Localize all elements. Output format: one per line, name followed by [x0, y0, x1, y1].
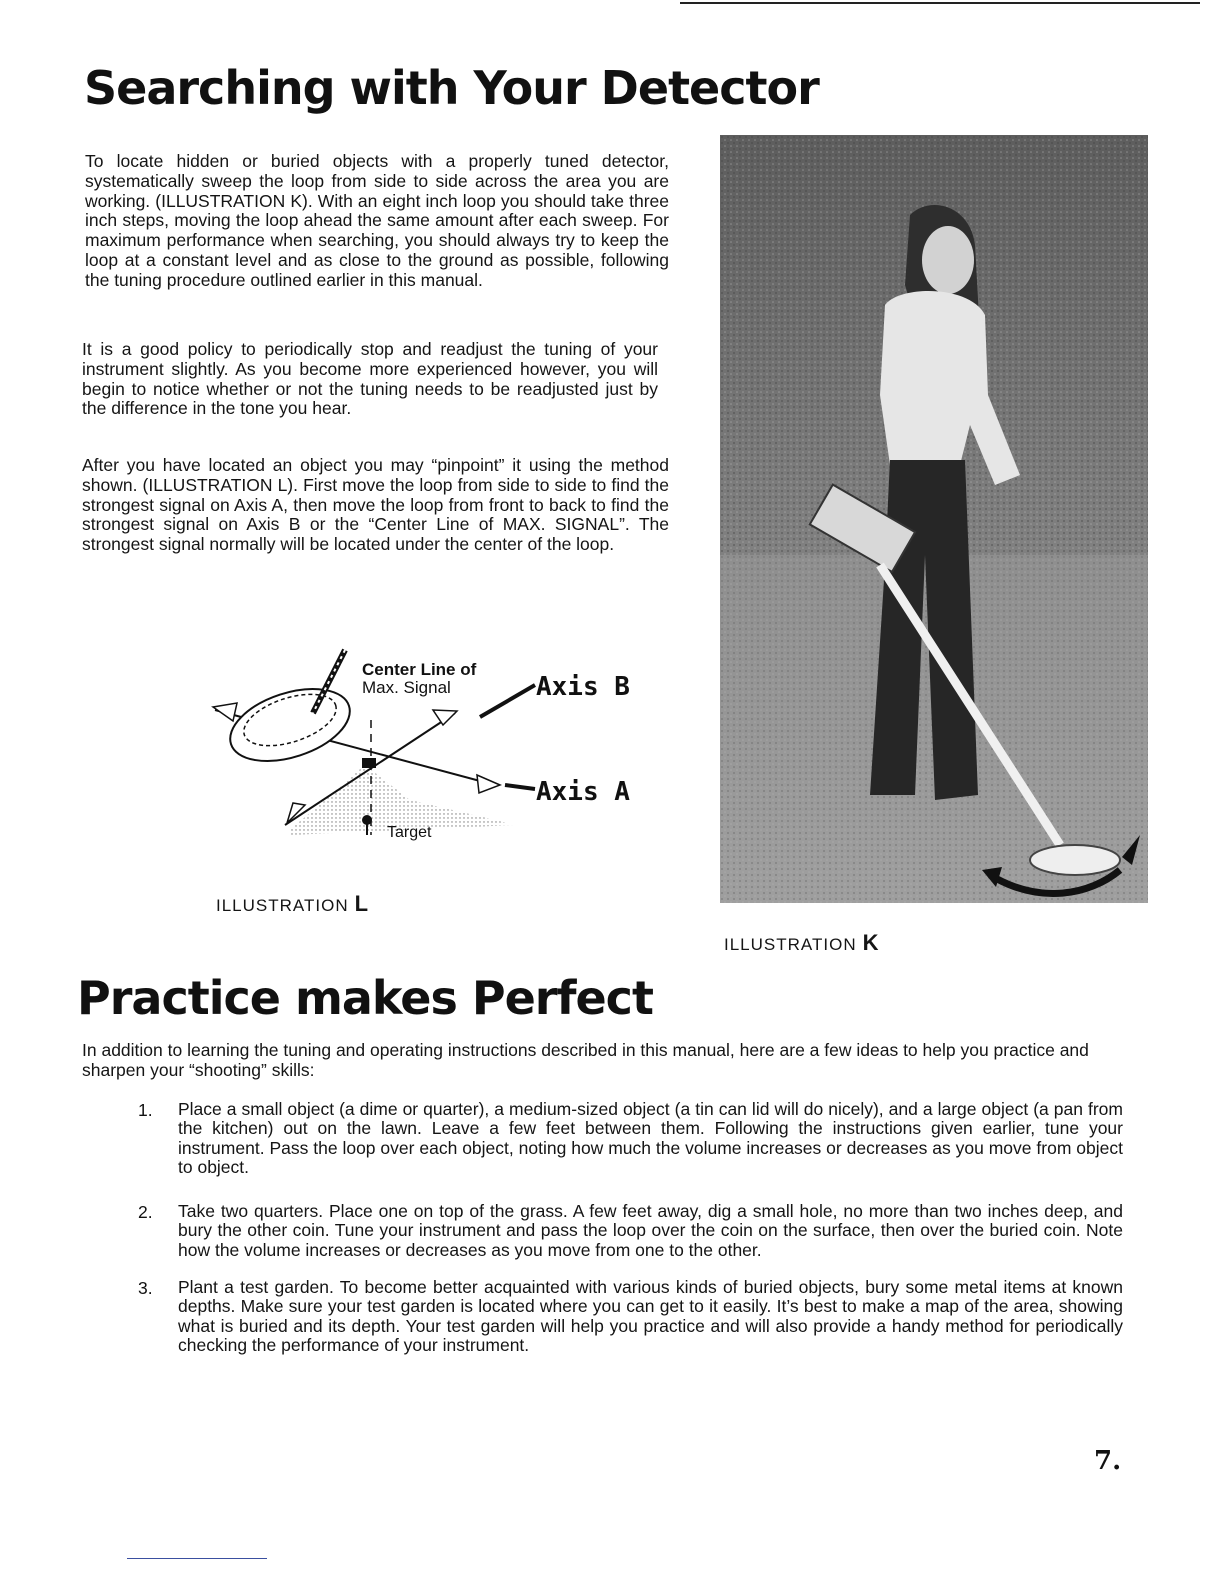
pinpoint-diagram-svg: [195, 625, 635, 855]
label-center-line-2: Max. Signal: [362, 678, 451, 697]
list-item-number: 3.: [138, 1278, 153, 1298]
caption-illustration-l: [216, 891, 369, 917]
top-rule: [680, 2, 1200, 4]
practice-list: [138, 1100, 1123, 1360]
practice-intro: In addition to learning the tuning and operating instructions described in this manual, here are a few ideas to help you practice and sharpen your “shooting” skills:: [82, 1040, 1089, 1080]
list-item-number: 1.: [138, 1100, 153, 1120]
caption-illustration-k: [724, 930, 879, 956]
caption-k-prefix: ILLUSTRATION: [724, 935, 857, 954]
list-item-text: Take two quarters. Place one on top of the grass. A few feet away, dig a small hole, no more than two inches deep, and bury the other coin. Tune your instrument and pass the loop over the coin on the surface, then over the buried coin. Note how the volume increases or decreases as you move from one to the other.: [178, 1201, 1123, 1260]
section-title-searching: Searching with Your Detector: [84, 61, 819, 115]
label-target: Target: [387, 824, 432, 841]
paragraph-readjust: It is a good policy to periodically stop and readjust the tuning of your instrument slightly. As you become more experienced however, you will begin to notice whether or not the tuning needs to be readjusted just by the difference in the tone you hear.: [82, 339, 658, 419]
pinpoint-diagram: [195, 625, 635, 855]
axis-a-arrowhead-left: [213, 703, 237, 721]
detector-loop: [1030, 845, 1120, 875]
axis-a-pointer: [505, 785, 535, 789]
paragraph-pinpoint: After you have located an object you may “pinpoint” it using the method shown. (ILLUSTRATION L). First move the loop from side to side to find the strongest signal on Axis A, then move the loop from front to back to find the strongest signal on Axis B or the “Center Line of MAX. SIGNAL”. The strongest signal normally will be located under the center of the loop.: [82, 455, 669, 555]
label-center-line-1: Center Line of: [362, 660, 477, 679]
face: [922, 226, 974, 294]
list-item-text: Plant a test garden. To become better acquainted with various kinds of buried objects, bury some metal items at known depths. Make sure your test garden is located where you can get to it easily. It’s best to make a map of the area, showing what is buried and its depth. Your test garden will help you practice and will also provide a handy method for periodically checking the performance of your instrument.: [178, 1277, 1123, 1355]
axis-b-arrowhead-right: [433, 710, 457, 725]
axis-b-pointer: [480, 685, 535, 717]
label-axis-a: Axis A: [536, 777, 630, 807]
page-number: 7.: [1094, 1446, 1122, 1476]
axis-a-arrowhead-right: [477, 775, 500, 793]
caption-l-prefix: ILLUSTRATION: [216, 896, 349, 915]
label-axis-b: Axis B: [536, 672, 630, 702]
list-item-number: 2.: [138, 1202, 153, 1222]
paragraph-sweep: To locate hidden or buried objects with a properly tuned detector, systematically sweep the loop from side to side across the area you are working. (ILLUSTRATION K). With an eight inch loop you should take three inch steps, moving the loop ahead the same amount after each sweep. For maximum performance when searching, you should always try to keep the loop at a constant level and as close to the ground as possible, following the tuning procedure outlined earlier in this manual.: [85, 151, 669, 290]
detector-photo-svg: [720, 135, 1148, 903]
list-item-text: Place a small object (a dime or quarter), a medium-sized object (a tin can lid will do nicely), and a large object (a pan from the kitchen) out on the lawn. Leave a few feet between them. Following the instructions given earlier, tune your instrument. Pass the loop over each object, noting how much the volume increases or decreases as you move from object to object.: [178, 1099, 1123, 1177]
section-title-practice: Practice makes Perfect: [77, 971, 653, 1025]
intersection-marker: [362, 758, 376, 768]
bottom-rule: [127, 1558, 267, 1559]
caption-k-letter: K: [862, 930, 880, 955]
caption-l-letter: L: [354, 891, 370, 916]
detector-photo: [720, 135, 1148, 903]
search-loop: [221, 675, 359, 774]
